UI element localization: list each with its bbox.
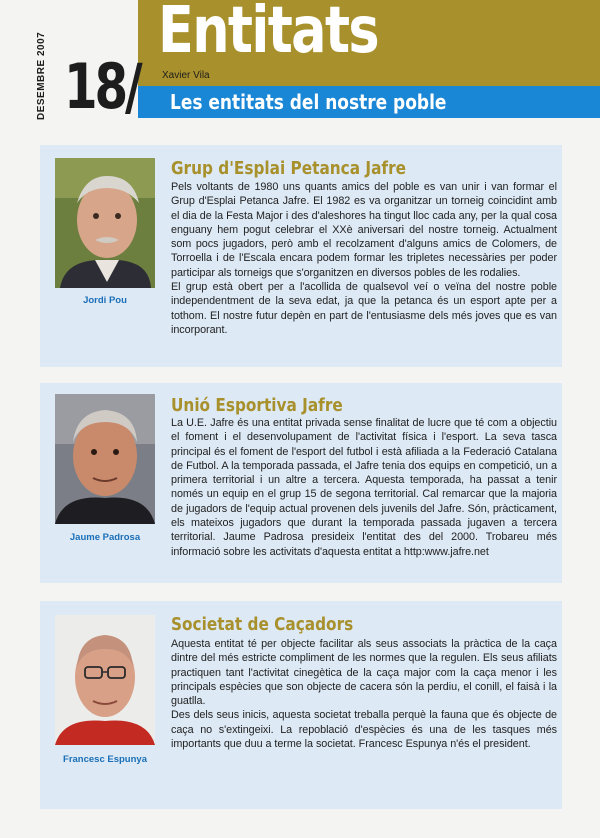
entity-description	[171, 180, 557, 337]
portrait-photo	[55, 615, 155, 745]
entity-card-futbol	[40, 383, 562, 583]
paragraph: El grup està obert per a l'acollida de qualsevol veí o veïna del nostre poble independentment de la seva edat, ja que la petanca és un esport apte per a tothom. El nostre futur depèn en part de l'entusiasme dels més joves que es van incorporant.	[171, 281, 557, 336]
paragraph: La U.E. Jafre és una entitat privada sense finalitat de lucre que té com a objectiu el foment i el desenvolupament de l'activitat física i l'esport. La seva tasca principal és el foment de l'esport del futbol i està afiliada a la Federació Catalana de Futbol. A la temporada passada, el Jafre tenia dos equips en competició, un a primera territorial i un altre a tercera. Aquesta temporada, ha passat a tenir només un equip en el grup 15 de segona territorial. Cal remarcar que la majoria de jugadors de l'equip actual provenen dels juvenils del Jafre. Són, pràcticament, els mateixos jugadors que durant la temporada passada jugaven a tercera territorial. Jaume Padrosa presideix l'entitat des del 2000. Trobareu més informació sobre les activitats d'aquesta entitat a http:www.jafre.net	[171, 417, 557, 558]
portrait-caption: Jordi Pou	[83, 295, 127, 306]
section-title: Entitats	[158, 0, 378, 68]
portrait-caption: Jaume Padrosa	[69, 532, 141, 543]
entity-description	[171, 637, 557, 751]
portrait-caption: Francesc Espunya	[63, 754, 147, 765]
entity-title: Grup d'Esplai Petanca Jafre	[171, 158, 406, 179]
page-header	[0, 0, 600, 123]
portrait-photo	[55, 158, 155, 288]
entity-card-petanca	[40, 145, 562, 367]
paragraph: Pels voltants de 1980 uns quants amics del poble es van unir i van formar el Grup d'Esplai Petanca Jafre. El 1982 es va organitzar un torneig coincidint amb el dia de la Festa Major i des d'aleshores ha tingut lloc cada any, per la qual cosa enguany hem pogut celebrar el XXè aniversari del nostre torneig. Actualment som pocs jugadors, però amb el recolzament d'alguns amics de Colomers, de Torroella i de l'Escala encara podem formar les tripletes necessàries per poder participar als torneigs que s'organitzen en diversos pobles de les rodalies.	[171, 181, 557, 279]
portrait-photo	[55, 394, 155, 524]
section-subtitle: Les entitats del nostre poble	[170, 90, 447, 114]
entity-card-cacadors	[40, 601, 562, 809]
paragraph: Aquesta entitat té per objecte facilitar als seus associats la pràctica de la caça dintre del més estricte compliment de les normes que la regulen. Els seus afiliats practiquen tant l'activitat cinegètica de la caça major com la caça menor i les principals espècies que son objecte de cacera són la perdiu, el conill, el faisà i la guatlla.	[171, 638, 557, 708]
entity-description	[171, 416, 557, 559]
issue-number: 18/	[64, 50, 140, 123]
paragraph: Des dels seus inicis, aquesta societat treballa perquè la fauna que és objecte de caça no s'extingeixi. La repoblació d'espècies és una de les tasques més importants que duu a terme la societat. Francesc Espunya n'és el president.	[171, 709, 557, 751]
entity-title: Unió Esportiva Jafre	[171, 395, 343, 416]
entity-title: Societat de Caçadors	[171, 614, 354, 635]
issue-date: DESEMBRE 2007	[36, 31, 47, 120]
author-name: Xavier Vila	[162, 70, 210, 81]
